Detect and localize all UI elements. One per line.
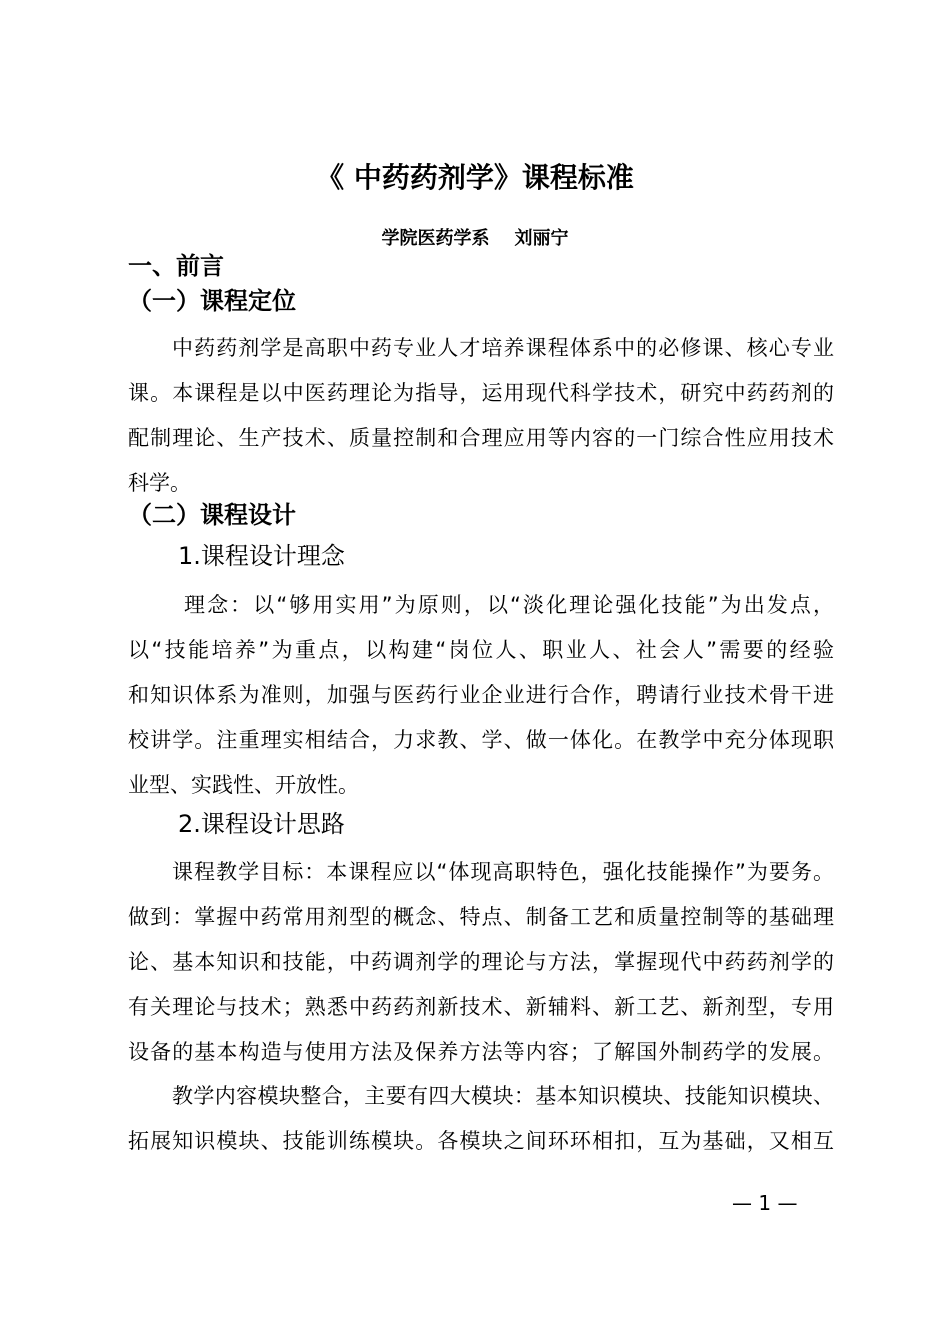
heading-course-design: （二）课程设计 <box>128 501 296 529</box>
heading-design-concept: 1.课程设计理念 <box>178 542 345 570</box>
paragraph-teaching-goal <box>128 850 834 1075</box>
document-title: 《 中药药剂学》课程标准 <box>316 161 634 194</box>
paragraph-line: 校讲学。注重理实相结合，力求教、学、做一体化。在教学中充分体现职 <box>128 728 834 752</box>
paragraph-line: 做到：掌握中药常用剂型的概念、特点、制备工艺和质量控制等的基础理 <box>128 905 834 929</box>
paragraph-content-modules <box>128 1074 834 1164</box>
paragraph-line: 中药药剂学是高职中药专业人才培养课程体系中的必修课、核心专业 <box>172 336 834 360</box>
paragraph-line: 课程教学目标：本课程应以“体现高职特色，强化技能操作”为要务。 <box>172 860 834 884</box>
paragraph-line: 业型、实践性、开放性。 <box>128 773 359 797</box>
paragraph-line: 教学内容模块整合，主要有四大模块：基本知识模块、技能知识模块、 <box>172 1084 834 1108</box>
paragraph-design-concept <box>128 583 834 808</box>
paragraph-line: 设备的基本构造与使用方法及保养方法等内容；了解国外制药学的发展。 <box>128 1040 834 1064</box>
paragraph-line: 理念：以“够用实用”为原则，以“淡化理论强化技能”为出发点， <box>184 593 834 617</box>
paragraph-line: 科学。 <box>128 471 191 495</box>
paragraph-line: 论、基本知识和技能，中药调剂学的理论与方法，掌握现代中药药剂学的 <box>128 950 834 974</box>
paragraph-line: 和知识体系为准则，加强与医药行业企业进行合作，聘请行业技术骨干进 <box>128 683 834 707</box>
paragraph-course-positioning <box>128 326 834 506</box>
heading-design-idea: 2.课程设计思路 <box>178 810 345 838</box>
paragraph-line: 课。本课程是以中医药理论为指导，运用现代科学技术，研究中药药剂的 <box>128 381 834 405</box>
paragraph-line: 配制理论、生产技术、质量控制和合理应用等内容的一门综合性应用技术 <box>128 426 834 450</box>
heading-foreword: 一、前言 <box>128 252 224 280</box>
paragraph-line: 以“技能培养”为重点，以构建“岗位人、职业人、社会人”需要的经验 <box>128 638 834 662</box>
page-number: — 1 — <box>732 1191 798 1215</box>
paragraph-line: 有关理论与技术；熟悉中药药剂新技术、新辅料、新工艺、新剂型，专用 <box>128 995 834 1019</box>
author-line: 学院医药学系 刘丽宁 <box>381 228 569 249</box>
paragraph-line: 拓展知识模块、技能训练模块。各模块之间环环相扣，互为基础，又相互 <box>128 1129 834 1153</box>
heading-course-positioning: （一）课程定位 <box>128 287 296 315</box>
